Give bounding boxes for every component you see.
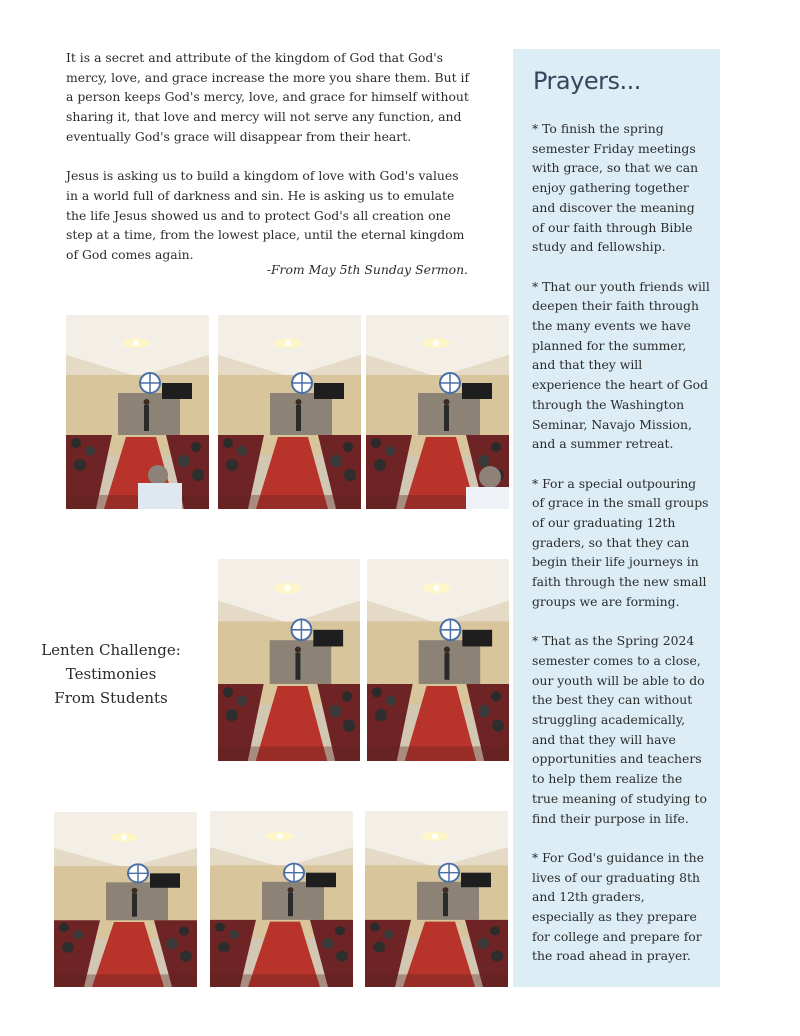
sermon-paragraph: It is a secret and attribute of the kingdom of God that God's mercy, love, and grace increase the more you share them. But if a person keeps God's mercy, love, and grace for himself without sharing it, that love and mercy will not serve any function, and eventually God's grace will disappear from their heart. bbox=[66, 50, 470, 144]
sanctuary-photo bbox=[365, 811, 508, 987]
sanctuary-photo bbox=[218, 559, 360, 761]
challenge-title: Lenten Challenge: bbox=[41, 641, 181, 659]
sanctuary-photo bbox=[366, 315, 509, 509]
prayer-list bbox=[532, 119, 710, 986]
prayers-title: Prayers... bbox=[533, 67, 641, 95]
prayer-item: * That as the Spring 2024 semester comes to a close, our youth will be able to do the best they can without struggling academically, and that they will have opportunities and teachers to help them realize the true meaning of studying to find their purpose in life. bbox=[532, 633, 707, 826]
sermon-paragraph: Jesus is asking us to build a kingdom of love with God's values in a world full of darkness and sin. He is asking us to emulate the life Jesus showed us and to protect God's all creation one step at a time, from the lowest place, until the eternal kingdom of God comes again. bbox=[66, 168, 465, 263]
prayer-item: * To finish the spring semester Friday meetings with grace, so that we can enjoy gathering together and discover the meaning of our faith through Bible study and fellowship. bbox=[532, 121, 699, 255]
challenge-subtitle: From Students bbox=[54, 689, 168, 707]
lenten-challenge-caption bbox=[40, 638, 182, 710]
sanctuary-photo bbox=[54, 812, 197, 987]
prayer-item: * For God's guidance in the lives of our graduating 8th and 12th graders, especially as they prepare for college and prepare for the road ahead in prayer. bbox=[532, 849, 704, 964]
sermon-excerpt bbox=[66, 48, 472, 284]
challenge-subtitle: Testimonies bbox=[65, 665, 157, 683]
prayers-sidebar bbox=[513, 49, 720, 987]
prayer-item: * That our youth friends will deepen their faith through the many events we have planned for the summer, and that they will experience the heart of God through the Washington Seminar, Navajo Mission, and a summer retreat. bbox=[532, 278, 710, 452]
sanctuary-photo bbox=[66, 315, 209, 509]
sanctuary-photo bbox=[218, 315, 361, 509]
sanctuary-photo bbox=[210, 811, 353, 987]
sermon-citation: -From May 5th Sunday Sermon. bbox=[266, 262, 468, 277]
prayer-item: * For a special outpouring of grace in the small groups of our graduating 12th graders, so that they can begin their life journeys in faith through the new small groups we are forming. bbox=[532, 475, 709, 609]
sanctuary-photo bbox=[367, 559, 509, 761]
